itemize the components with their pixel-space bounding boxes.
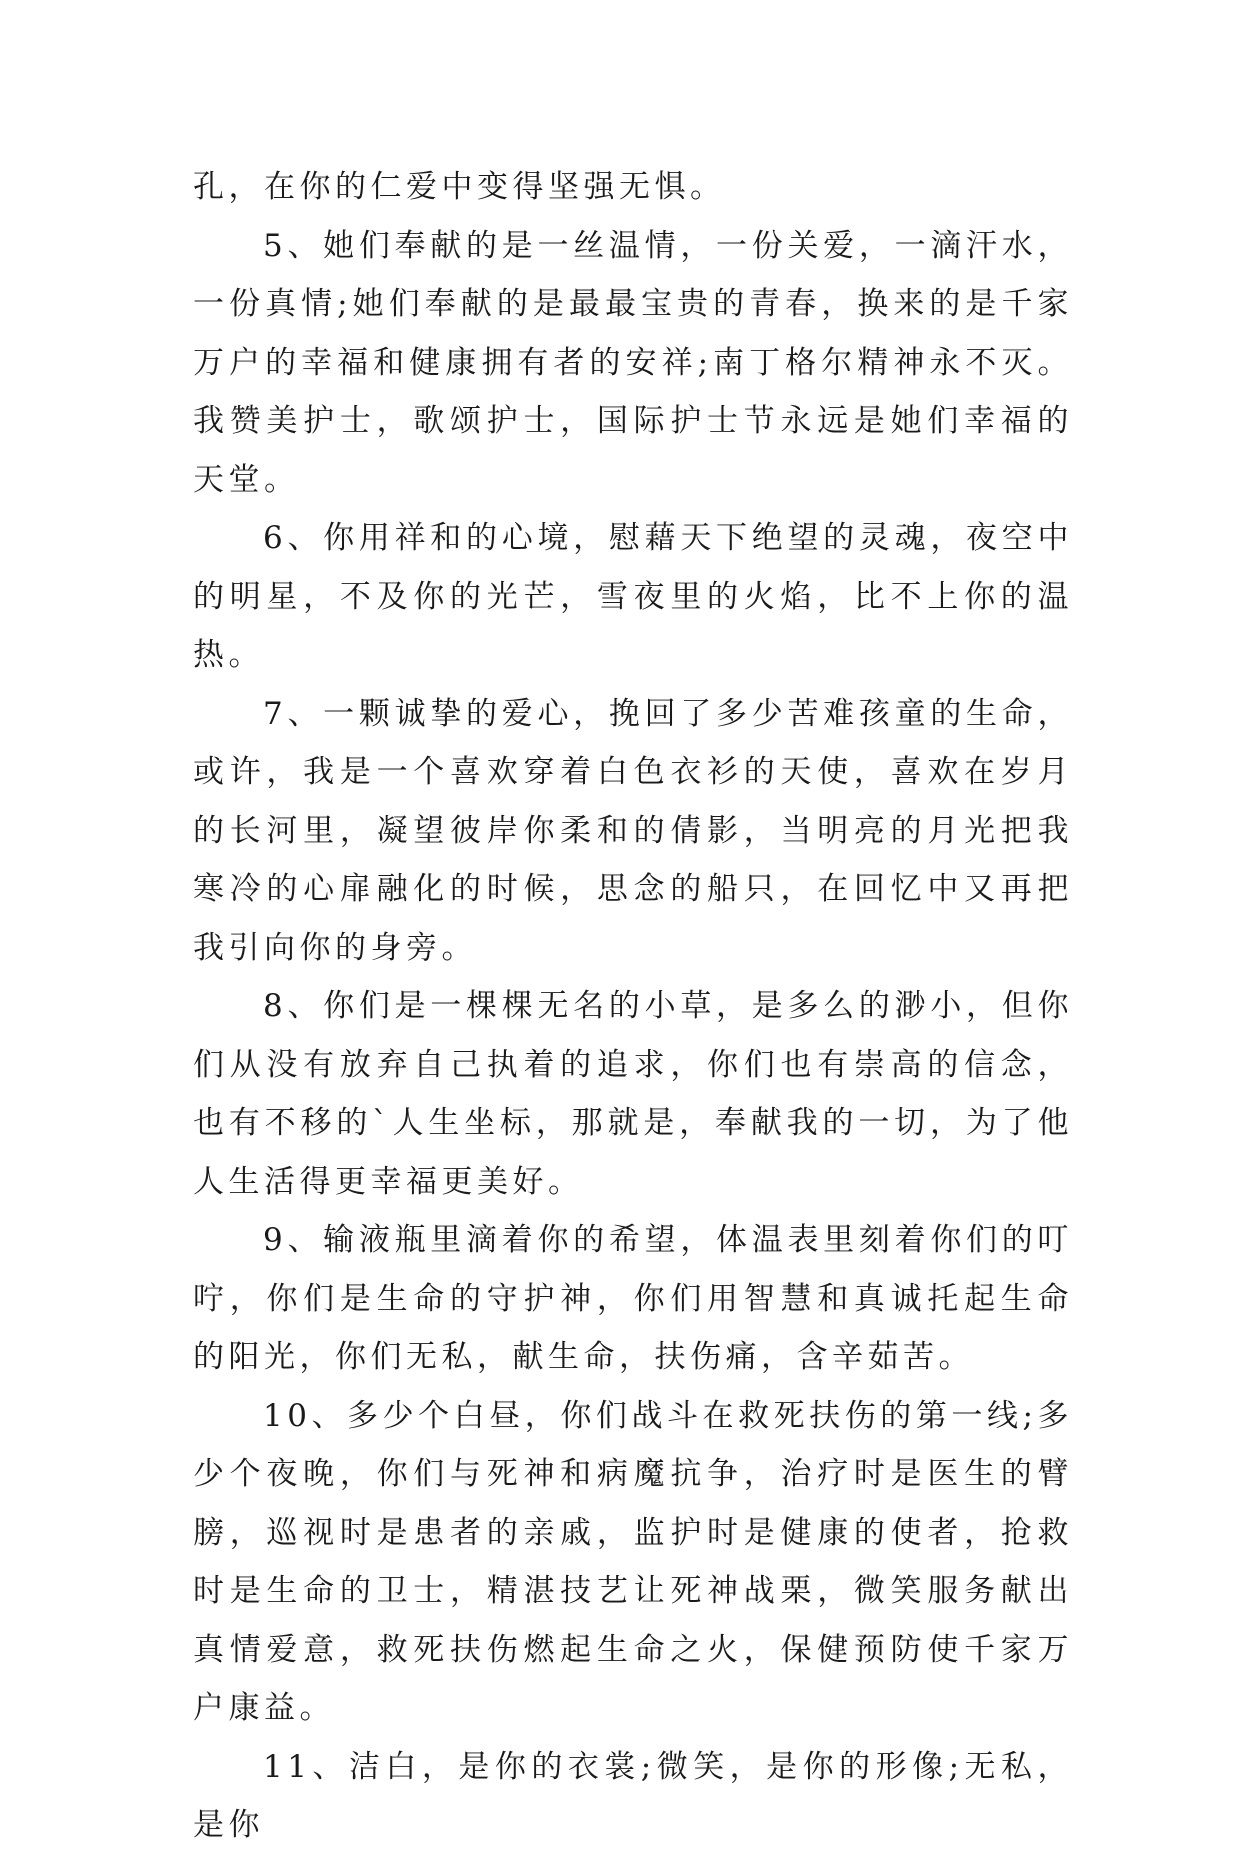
paragraph-9: 9、输液瓶里滴着你的希望，体温表里刻着你们的叮咛，你们是生命的守护神，你们用智慧和真诚托起生命的阳光，你们无私，献生命，扶伤痛，含辛茹苦。 — [193, 1222, 1073, 1375]
paragraph-11: 11、洁白，是你的衣裳;微笑，是你的形像;无私，是你 — [193, 1748, 1073, 1843]
document-body — [193, 158, 1073, 1855]
paragraph-7: 7、一颗诚挚的爱心，挽回了多少苦难孩童的生命，或许，我是一个喜欢穿着白色衣衫的天使，喜欢在岁月的长河里，凝望彼岸你柔和的倩影，当明亮的月光把我寒冷的心扉融化的时候，思念的船只，在回忆中又再把我引向你的身旁。 — [193, 695, 1073, 966]
paragraph-continuation: 孔，在你的仁爱中变得坚强无惧。 — [193, 169, 726, 205]
paragraph-10: 10、多少个白昼，你们战斗在救死扶伤的第一线;多少个夜晚，你们与死神和病魔抗争，治疗时是医生的臂膀，巡视时是患者的亲戚，监护时是健康的使者，抢救时是生命的卫士，精湛技艺让死神战栗，微笑服务献出真情爱意，救死扶伤燃起生命之火，保健预防使千家万户康益。 — [193, 1397, 1073, 1726]
paragraph-5: 5、她们奉献的是一丝温情，一份关爱，一滴汗水，一份真情;她们奉献的是最最宝贵的青春，换来的是千家万户的幸福和健康拥有者的安祥;南丁格尔精神永不灭。我赞美护士，歌颂护士，国际护士节永远是她们幸福的天堂。 — [193, 227, 1073, 498]
paragraph-6: 6、你用祥和的心境，慰藉天下绝望的灵魂，夜空中的明星，不及你的光芒，雪夜里的火焰，比不上你的温热。 — [193, 520, 1073, 673]
paragraph-8: 8、你们是一棵棵无名的小草，是多么的渺小，但你们从没有放弃自己执着的追求，你们也有崇高的信念，也有不移的`人生坐标，那就是，奉献我的一切，为了他人生活得更幸福更美好。 — [193, 988, 1073, 1200]
